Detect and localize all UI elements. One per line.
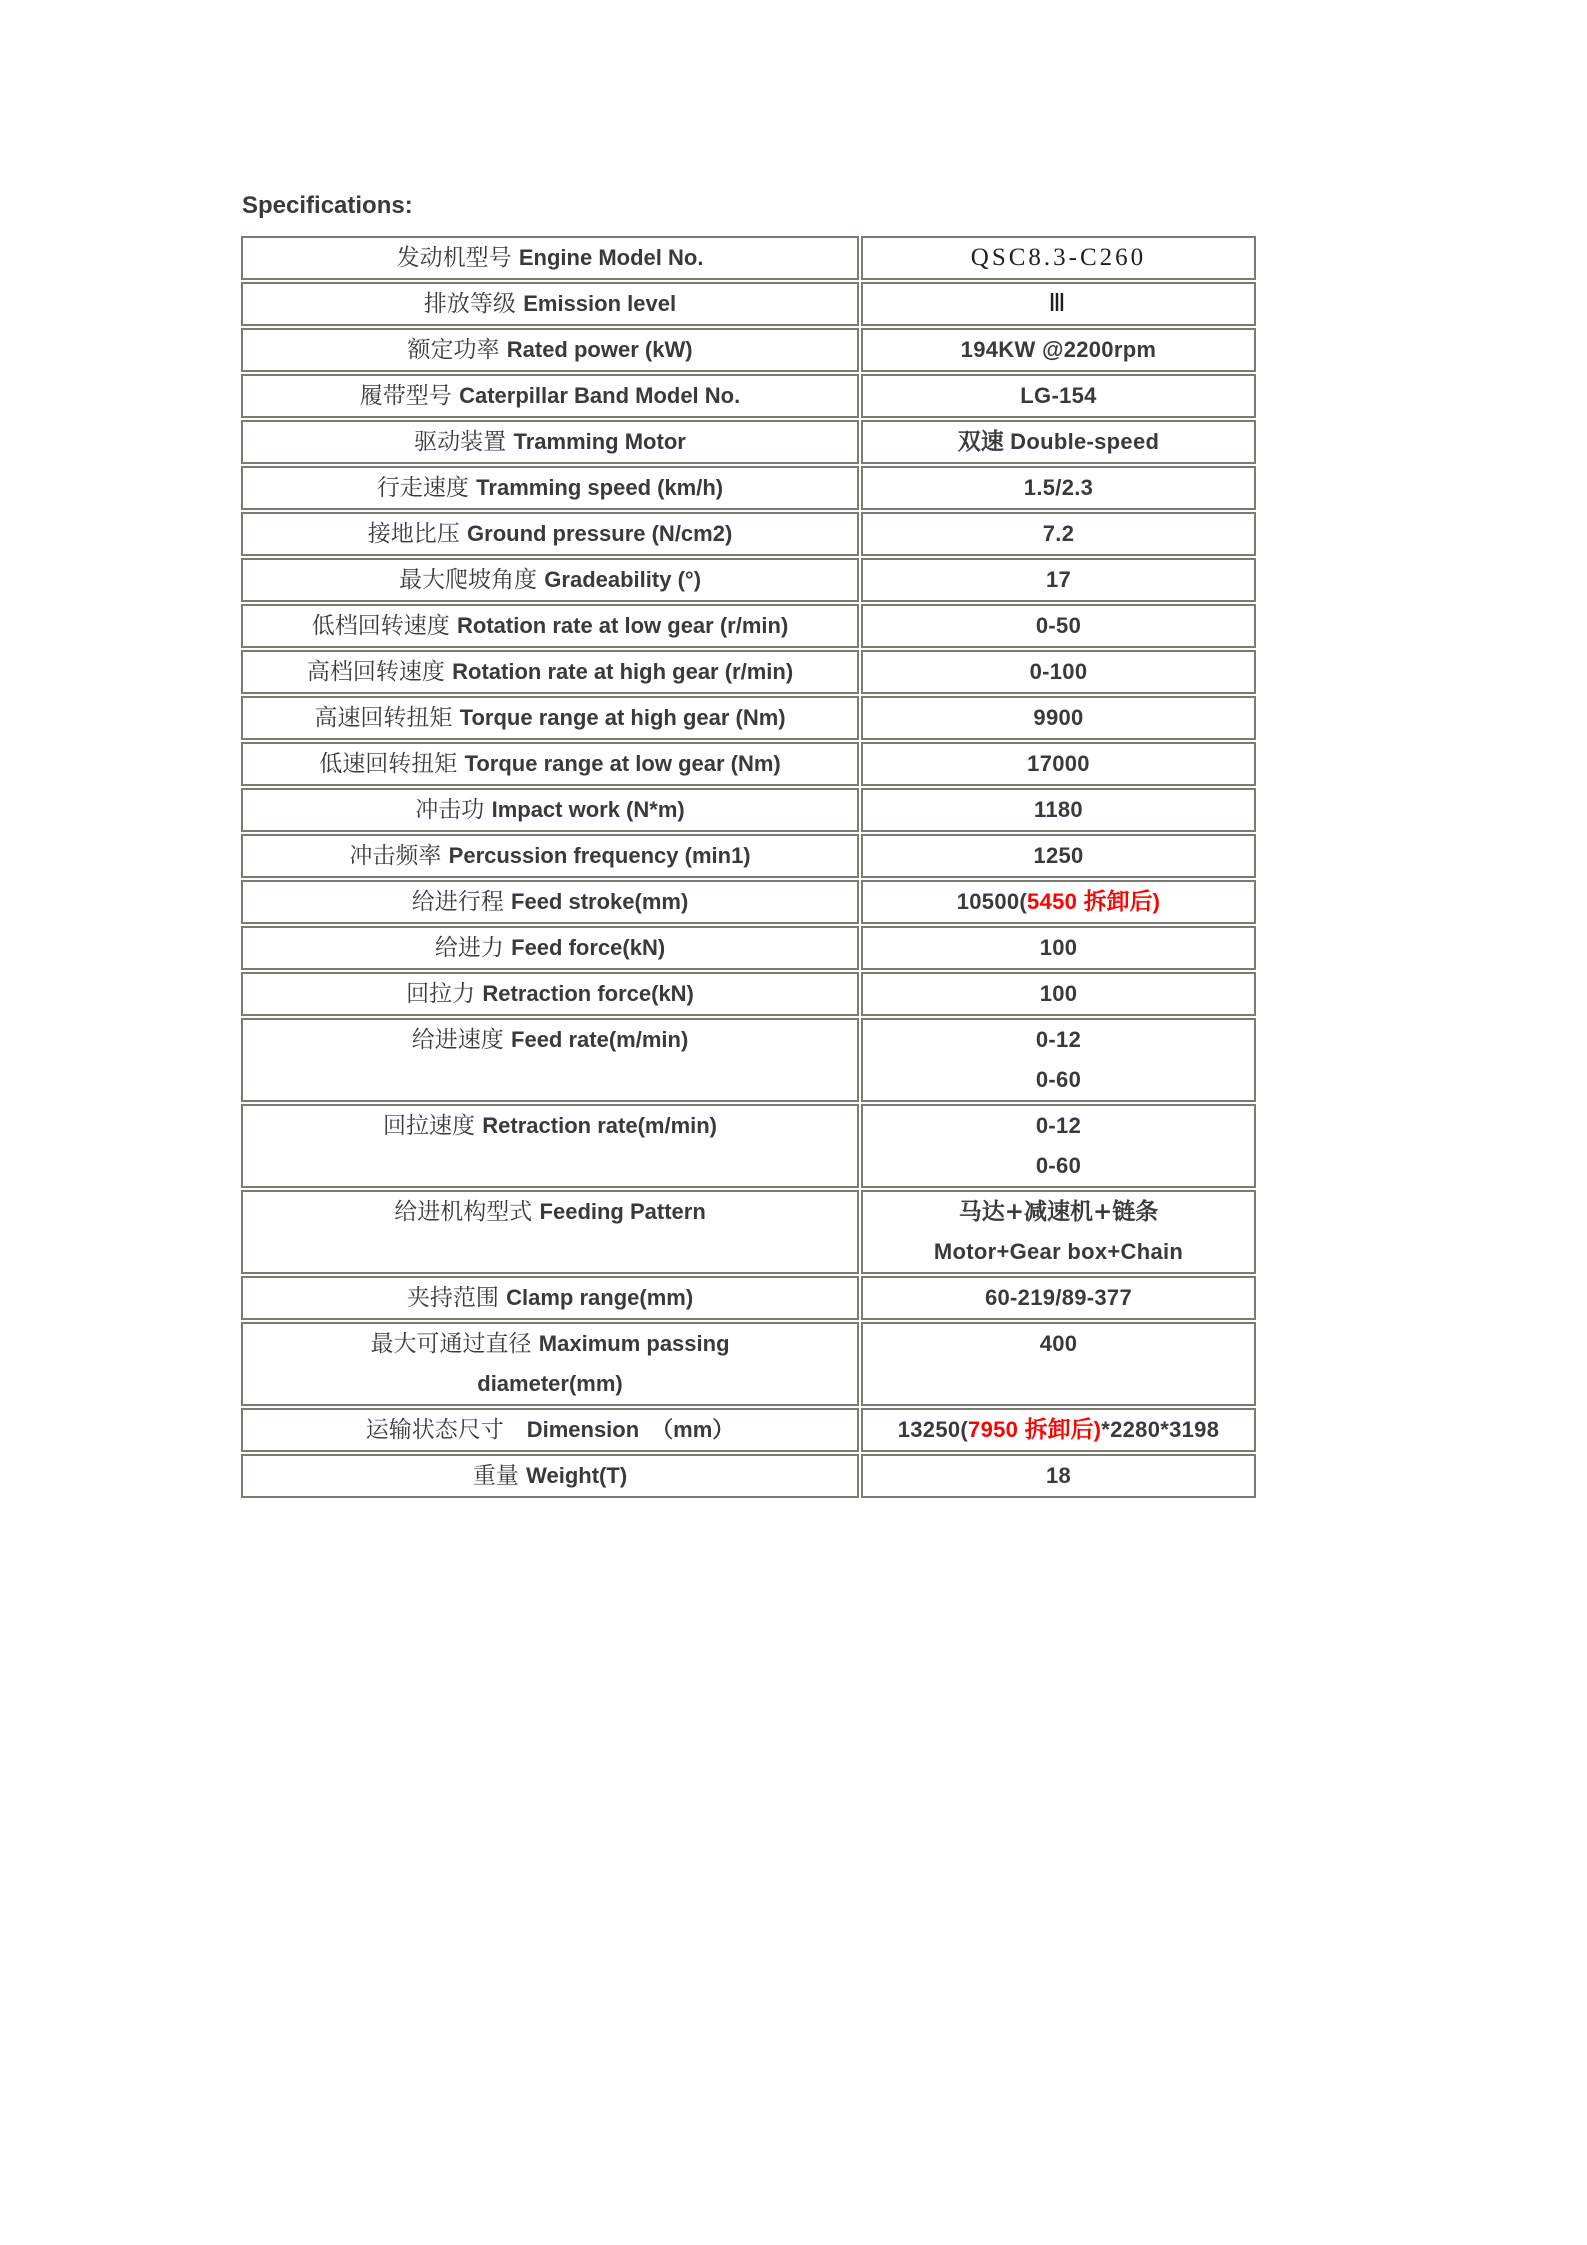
label-text: diameter(mm) [477,1371,623,1396]
label-line [245,238,855,278]
label-line [245,514,855,554]
label-text: 履带型号 [359,383,460,409]
label-text: 最大可通过直径 [370,1331,539,1357]
label-text: 驱动装置 [414,429,514,455]
value-text: 7.2 [1042,521,1075,546]
spec-row [241,236,1256,280]
value-text: 0-50 [1035,613,1082,638]
label-line [245,1456,855,1496]
value-text: 194KW @2200rpm [960,337,1157,362]
label-text: Feed force(kN) [511,935,666,960]
value-text: 拆卸后 [1083,888,1153,915]
spec-value-cell [861,788,1256,832]
label-text [504,1417,527,1443]
spec-label-cell [241,880,859,924]
label-text: 接地比压 [367,521,468,547]
value-line [865,882,1252,922]
spec-label-cell [241,512,859,556]
spec-value-cell [861,1408,1256,1452]
label-text: Weight(T) [526,1463,628,1488]
label-text: Feed stroke(mm) [511,889,689,914]
spec-row [241,1322,1256,1406]
spec-label-cell [241,788,859,832]
spec-label-cell [241,926,859,970]
value-text: Double-speed [1003,429,1160,454]
value-text: 1.5/2.3 [1023,475,1094,500]
spec-row [241,420,1256,464]
spec-row [241,328,1256,372]
spec-value-cell [861,604,1256,648]
spec-row [241,1276,1256,1320]
spec-label-cell [241,558,859,602]
value-line [865,1324,1252,1364]
value-text: 17000 [1027,751,1090,776]
value-line [865,422,1252,462]
value-line [865,1060,1252,1100]
label-text: Feed rate(m/min) [511,1027,689,1052]
label-text: Torque range at high gear (Nm) [459,705,786,730]
label-line [245,468,855,508]
value-text: 9900 [1033,705,1084,730]
label-text: 给进机构型式 [394,1199,540,1225]
value-text: 马达+减速机+链条 [958,1198,1159,1225]
label-line [245,652,855,692]
spec-value-cell [861,1104,1256,1188]
spec-label-cell [241,466,859,510]
spec-label-cell [241,282,859,326]
label-text: 给进力 [434,935,512,961]
value-text: 0-12 [1035,1113,1082,1138]
spec-value-cell [861,466,1256,510]
value-line [865,974,1252,1014]
spec-row [241,972,1256,1016]
label-line [245,560,855,600]
label-text: Retraction rate(m/min) [482,1113,718,1138]
label-text: Retraction force(kN) [482,981,694,1006]
spec-value-cell [861,282,1256,326]
label-text: 排放等级 [423,291,524,317]
label-text: Emission level [523,291,677,316]
spec-value-cell [861,742,1256,786]
value-line [865,744,1252,784]
value-text: 0-100 [1029,659,1088,684]
value-text: 拆卸后 [1024,1416,1094,1443]
value-line [865,1192,1252,1232]
spec-row [241,1104,1256,1188]
value-text: 13250( [897,1417,969,1442]
label-text: 回拉力 [406,981,483,1007]
label-line [245,928,855,968]
label-text: 发动机型号 [396,245,519,271]
label-text: Percussion frequency (min1) [448,843,751,868]
value-text: 0-60 [1035,1153,1082,1178]
spec-row [241,1454,1256,1498]
spec-label-cell [241,1408,859,1452]
label-text: Rated power (kW) [506,337,693,362]
value-line [865,1278,1252,1318]
label-text: 低档回转速度 [311,613,458,639]
value-text: 5450 [1027,889,1084,914]
label-text: Tramming speed (km/h) [476,475,724,500]
label-text: 额定功率 [407,337,507,363]
label-line [245,836,855,876]
value-text: 400 [1039,1331,1078,1356]
value-line [865,1146,1252,1186]
spec-row [241,880,1256,924]
spec-label-cell [241,1276,859,1320]
spec-row [241,650,1256,694]
spec-row [241,1190,1256,1274]
value-text: 7950 [968,1417,1025,1442]
spec-value-cell [861,1190,1256,1274]
spec-label-cell [241,604,859,648]
value-text: 100 [1039,935,1078,960]
label-text: 高速回转扭矩 [314,705,460,731]
value-line [865,836,1252,876]
label-line [245,330,855,370]
value-text: 17 [1045,567,1072,592]
value-line [865,284,1252,324]
value-line [865,652,1252,692]
spec-value-cell [861,1018,1256,1102]
value-line [865,330,1252,370]
spec-value-cell [861,558,1256,602]
spec-row [241,604,1256,648]
label-text: Tramming Motor [513,429,686,454]
spec-value-cell [861,1276,1256,1320]
spec-value-cell [861,972,1256,1016]
value-text: Ⅲ [1048,290,1069,317]
value-text: 60-219/89-377 [984,1285,1133,1310]
label-text: 冲击频率 [349,843,449,869]
spec-table-body [241,236,1256,1498]
label-line [245,974,855,1014]
spec-value-cell [861,512,1256,556]
value-line [865,1020,1252,1060]
value-line [865,928,1252,968]
label-text [639,1417,662,1443]
label-line [245,1192,855,1232]
spec-label-cell [241,1018,859,1102]
spec-row [241,282,1256,326]
spec-label-cell [241,1322,859,1406]
label-text: 最大爬坡角度 [398,567,545,593]
value-line [865,514,1252,554]
spec-label-cell [241,972,859,1016]
spec-row [241,1018,1256,1102]
spec-value-cell [861,1322,1256,1406]
spec-value-cell [861,880,1256,924]
spec-label-cell [241,834,859,878]
value-text: 100 [1039,981,1078,1006]
label-text: Maximum passing [538,1331,730,1356]
spec-value-cell [861,420,1256,464]
spec-value-cell [861,1454,1256,1498]
label-text: Dimension [526,1417,640,1442]
spec-row [241,788,1256,832]
label-line [245,1364,855,1404]
value-text: 0-12 [1035,1027,1082,1052]
spec-row [241,834,1256,878]
spec-row [241,1408,1256,1452]
label-line [245,422,855,462]
value-text: 双速 [957,428,1004,455]
value-text: Motor+Gear box+Chain [933,1239,1184,1264]
value-line [865,1410,1252,1450]
spec-label-cell [241,696,859,740]
value-text: 1250 [1033,843,1084,868]
label-text: Rotation rate at low gear (r/min) [457,613,789,638]
spec-value-cell [861,650,1256,694]
value-text: 18 [1045,1463,1072,1488]
value-line [865,1456,1252,1496]
value-line [865,606,1252,646]
value-text: 1180 [1034,797,1083,822]
label-text: 给进速度 [411,1027,512,1053]
spec-value-cell [861,374,1256,418]
value-text: 0-60 [1035,1067,1082,1092]
label-line [245,698,855,738]
spec-value-cell [861,328,1256,372]
spec-row [241,742,1256,786]
value-text: ) [1093,1417,1102,1442]
label-text: 冲击功 [415,797,492,823]
spec-label-cell [241,1104,859,1188]
label-text: Gradeability (°) [544,567,702,592]
value-line [865,560,1252,600]
label-text: 行走速度 [376,475,477,501]
spec-label-cell [241,1190,859,1274]
label-text: Engine Model No. [518,245,704,270]
label-text: 回拉速度 [382,1113,483,1139]
spec-label-cell [241,742,859,786]
label-line [245,284,855,324]
value-text: 10500( [956,889,1028,914]
label-text: 重量 [472,1463,527,1489]
spec-row [241,466,1256,510]
spec-label-cell [241,374,859,418]
spec-row [241,926,1256,970]
label-text: （mm） [662,1417,735,1442]
spec-label-cell [241,236,859,280]
spec-label-cell [241,420,859,464]
label-text: Caterpillar Band Model No. [459,383,741,408]
label-text: 低速回转扭矩 [319,751,465,777]
value-line [865,790,1252,830]
label-text: Torque range at low gear (Nm) [464,751,781,776]
spec-value-cell [861,834,1256,878]
label-text: 运输状态尺寸 [365,1417,504,1443]
label-line [245,376,855,416]
spec-row [241,696,1256,740]
value-text: *2280*3198 [1101,1417,1220,1442]
spec-row [241,558,1256,602]
label-text: Ground pressure (N/cm2) [467,521,733,546]
label-line [245,1020,855,1060]
value-line [865,698,1252,738]
label-line [245,1410,855,1450]
value-line [865,238,1252,278]
label-text: Rotation rate at high gear (r/min) [452,659,794,684]
value-line [865,376,1252,416]
value-text: QSC8.3-C260 [970,244,1147,271]
label-line [245,744,855,784]
label-line [245,1324,855,1364]
page-title: Specifications: [242,192,413,219]
spec-label-cell [241,650,859,694]
label-text: Impact work (N*m) [491,797,685,822]
label-line [245,1278,855,1318]
label-text: 夹持范围 [406,1285,507,1311]
spec-value-cell [861,236,1256,280]
label-line [245,882,855,922]
specifications-table [239,234,1258,1500]
value-line [865,468,1252,508]
label-line [245,606,855,646]
label-line [245,1106,855,1146]
spec-label-cell [241,1454,859,1498]
label-line [245,790,855,830]
value-line [865,1106,1252,1146]
label-text: Clamp range(mm) [506,1285,694,1310]
value-line [865,1232,1252,1272]
spec-label-cell [241,328,859,372]
label-text: 给进行程 [411,889,512,915]
value-text: LG-154 [1020,383,1097,408]
spec-value-cell [861,926,1256,970]
label-text: 高档回转速度 [306,659,453,685]
value-text: ) [1152,889,1161,914]
label-text: Feeding Pattern [539,1199,706,1224]
spec-row [241,512,1256,556]
spec-row [241,374,1256,418]
spec-value-cell [861,696,1256,740]
